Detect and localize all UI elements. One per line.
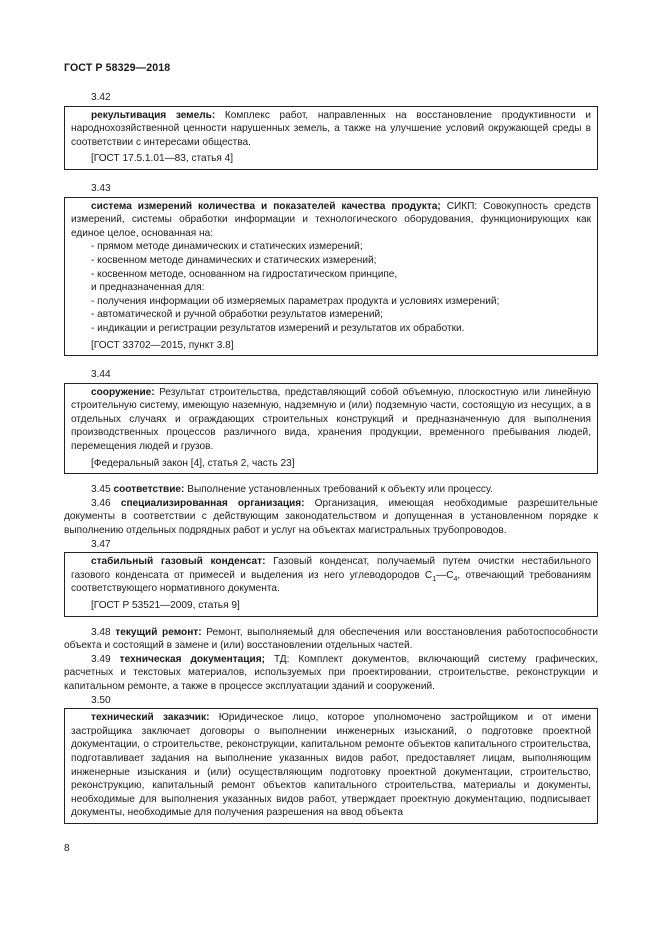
term-definition [71,555,591,596]
term-box-3-44 [64,383,598,475]
term-definition [71,109,591,150]
list-item: - прямом методе динамических и статических измерений; [91,241,363,253]
term-paragraph-3-46 [64,497,598,538]
source-reference: [ГОСТ 17.5.1.01—83, статья 4] [91,153,234,165]
term-title: техническая документация; [119,653,265,665]
entry-number: 3.48 [91,626,111,638]
page-content [64,91,598,824]
term-paragraph-3-48 [64,626,598,653]
entry-number: 3.47 [91,538,111,550]
term-box-3-42 [64,106,598,170]
term-title: специализированная организация: [120,497,305,509]
term-title: технический заказчик: [91,712,210,724]
definition-text: Газовый конденсат, получаемый путем очистки нестабильного газового конденсата от примесей и выделения из него углеводородов C [71,556,591,581]
term-paragraph-3-45 [64,483,598,497]
term-definition [71,200,591,241]
source-reference: [ГОСТ 33702—2015, пункт 3.8] [91,339,234,351]
term-paragraph-3-49 [64,653,598,694]
term-title: текущий ремонт: [115,626,202,638]
definition-text: Организация, имеющая необходимые разрешительные документы в соответствии с действующим законодательством и допущенная в установленном порядке к выполнению отдельных подрядных работ и услуг на объектах магистральных трубопроводов. [64,497,598,537]
list-item: - косвенном методе динамических и статических измерений; [91,254,377,266]
definition-text: Результат строительства, представляющий собой объемную, плоскостную или линейную строительную систему, имеющую наземную, надземную и (или) подземную части, состоящую из несущих, а в отдельных случаях и ограждающих строительных конструкций и предназначенную для выполнения производственных процессов различного вида, хранения продукции, временного пребывания людей, перемещения людей и грузов. [71,386,591,453]
list-item: - косвенном методе, основанном на гидростатическом принципе, [91,268,398,280]
term-box-3-47 [64,552,598,616]
term-title: соответствие: [113,484,185,496]
entry-number: 3.42 [91,92,111,103]
entry-number: 3.50 [91,694,111,706]
entry-number: 3.46 [91,497,111,509]
term-title: рекультивация земель: [91,109,216,121]
term-box-3-50 [64,708,598,824]
term-definition [71,386,591,454]
term-title: система измерений количества и показателей качества продукта; [91,200,441,212]
term-title: сооружение: [91,386,155,398]
source-reference: [ГОСТ Р 53521—2009, статья 9] [91,600,240,611]
definition-text: Выполнение установленных требований к объекту или процессу. [184,484,493,496]
subscript: 4 [453,575,458,583]
list-item: - автоматической и ручной обработки результатов измерений; [91,309,383,321]
intended-text: и предназначенная для: [91,282,205,294]
definition-text: Комплекс работ, направленных на восстановление продуктивности и народнохозяйственной ценности нарушенных земель, а также на улучшение условий окружающей среды в соответствии с интересами общества. [71,109,591,148]
page-number: 8 [64,843,70,854]
definition-text: ТД: Комплект документов, включающий систему графических, расчетных и текстовых материалов, используемых при проектировании, строительстве, реконструкции и капитальном ремонте, а также в процессе эксплуатации зданий и сооружений. [64,653,598,692]
definition-text: СИКП: Совокупность средств измерений, системы обработки информации и технологического оборудования, функционирующих как единое целое, основанная на: [71,200,591,239]
entry-number: 3.43 [91,182,111,194]
term-definition [71,711,591,820]
entry-number: 3.45 [91,484,111,496]
term-box-3-43 [64,197,598,357]
list-item: - получения информации об измеряемых параметрах продукта и условиях измерений; [91,295,500,307]
term-title: стабильный газовый конденсат: [91,556,266,568]
definition-text: Юридическое лицо, которое уполномочено застройщиком и от имени застройщика заключает договоры о выполнении инженерных изысканий, о подготовке проектной документации, о строительстве, реконструкции, капитальном ремонте объектов капитального строительства, подготавливает задания на выполнение указанных видов работ, предоставляет лицам, выполняющим инженерные изыскания и (или) осуществляющим подготовку проектной документации, строительство, реконструкцию, капитальный ремонт объектов капитального строительства, материалы и документы, необходимые для выполнения указанных видов работ, утверждает проектную документацию, подписывает документы, необходимые для получения разрешения на ввод объекта [71,712,591,819]
entry-number: 3.44 [91,369,111,381]
definition-text: Ремонт, выполняемый для обеспечения или восстановления работоспособности объекта и состоящий в замене и (или) восстановлении отдельных частей. [64,626,598,652]
entry-number: 3.49 [91,653,111,665]
definition-text: , отвечающий требованиям соответствующего нормативного документа. [71,569,592,595]
subscript: 1 [432,575,437,583]
document-header: ГОСТ Р 58329—2018 [64,62,171,74]
definition-text: —C [436,569,454,581]
source-reference: [Федеральный закон [4], статья 2, часть 23] [91,457,295,469]
list-item: - индикации и регистрации результатов измерений и результатов их обработки. [91,322,465,334]
